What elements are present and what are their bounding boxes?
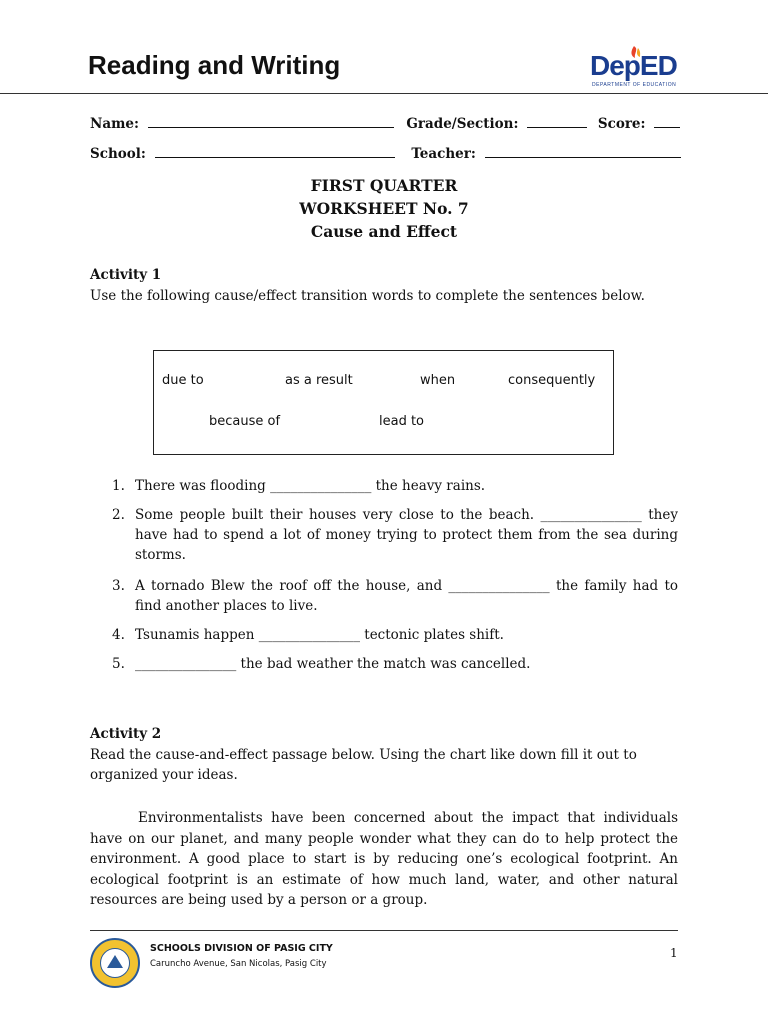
word-bank-item: lead to [379, 414, 425, 429]
activity-1-instruction: Use the following cause/effect transition words to complete the sentences below. [90, 288, 645, 304]
list-item [112, 476, 678, 496]
activity-2-heading: Activity 2 [90, 726, 162, 742]
list-item [112, 576, 678, 616]
footer-organization: SCHOOLS DIVISION OF PASIG CITY [150, 943, 333, 954]
item-number: 2. [112, 507, 125, 523]
logo-tagline: DEPARTMENT OF EDUCATION [592, 82, 677, 88]
deped-logo [590, 44, 690, 92]
division-seal [90, 938, 140, 988]
activity-2-instruction: Read the cause-and-effect passage below. Using the chart like down fill it out to organized your ideas. [90, 747, 637, 783]
item-text: There was flooding _______________ the heavy rains. [135, 478, 486, 494]
list-item [112, 654, 678, 674]
topic-title: Cause and Effect [310, 222, 458, 241]
name-field[interactable] [148, 116, 394, 128]
seal-emblem-icon [107, 955, 123, 968]
item-text: Some people built their houses very close to the beach. _______________ they have had to spend a lot of money trying to protect them from the sea during storms. [135, 507, 678, 563]
school-label: School: [90, 146, 146, 162]
word-bank-item: due to [162, 373, 204, 388]
name-label: Name: [90, 116, 139, 132]
teacher-label: Teacher: [411, 146, 476, 162]
activity-1-heading: Activity 1 [90, 267, 162, 283]
grade-section-field[interactable] [527, 116, 587, 128]
school-field[interactable] [155, 146, 395, 158]
item-number: 1. [112, 478, 125, 494]
student-info-row-2 [90, 146, 681, 162]
grade-section-label: Grade/Section: [406, 116, 519, 132]
item-number: 5. [112, 656, 125, 672]
quarter-title: FIRST QUARTER [310, 176, 458, 195]
teacher-field[interactable] [485, 146, 681, 158]
page-number: 1 [670, 946, 678, 960]
worksheet-title: WORKSHEET No. 7 [299, 199, 469, 218]
word-bank-item: consequently [508, 373, 596, 388]
item-text: Tsunamis happen _______________ tectonic plates shift. [135, 627, 504, 643]
document-title: Reading and Writing [88, 50, 341, 80]
score-label: Score: [597, 116, 646, 132]
header-divider [0, 93, 768, 94]
activity-2-passage: Environmentalists have been concerned about the impact that individuals have on our planet, and many people wonder what they can do to help protect the environment. A good place to start is by reducing one’s ecological footprint. An ecological footprint is an estimate of how much land, water, and other natural resources are being used by a person or a group. [90, 810, 678, 908]
item-text: _______________ the bad weather the match was cancelled. [135, 656, 531, 672]
item-number: 3. [112, 578, 125, 594]
word-bank-item: when [420, 373, 456, 388]
score-field[interactable] [654, 116, 680, 128]
list-item [112, 625, 678, 645]
student-info-row-1 [90, 116, 680, 132]
word-bank-item: as a result [285, 373, 353, 388]
footer-address: Caruncho Avenue, San Nicolas, Pasig City [150, 959, 327, 969]
logo-wordmark: DepED [590, 50, 677, 81]
item-text: A tornado Blew the roof off the house, and _______________ the family had to find another places to live. [135, 578, 678, 614]
word-bank-item: because of [209, 414, 281, 429]
item-number: 4. [112, 627, 125, 643]
list-item [112, 505, 678, 565]
footer-divider [90, 930, 678, 931]
word-bank [153, 350, 614, 455]
